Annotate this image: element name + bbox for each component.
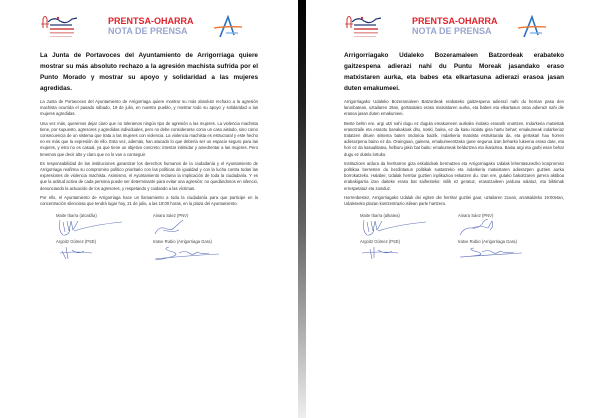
logo-header	[344, 12, 564, 42]
paragraph: Es responsabilidad de las instituciones garantizar los derechos humanos de la ciudadanía y el Ayuntamiento de Arrigorriaga reafirma su compromiso político prioritario con las políticas de igualdad y con la lucha contra todas las expresiones de violencia machista. Asimismo, el Ayuntamiento reclama la implicación de toda la ciudadanía. Y es que la actitud activa de cada persona puede ser determinante para evitar una agresión: no quedándonos en silencio, denunciando la actuación de los agresores, y respetando y cuidando a las víctimas.	[40, 160, 258, 191]
signature	[56, 213, 145, 237]
paragraph: Horrenbestez, Arrigorriagako Udalak dei egiten die herritar guztiei gaur, uztailaren 21ean, arratsaldeko 19:00etan, Udaletxeko plazan kontzentrazio isilean parte hartzera.	[344, 194, 564, 207]
logo-header	[40, 12, 258, 42]
press-label-basque: PRENTSA-OHARRA	[412, 16, 498, 26]
headline: La Junta de Portavoces del Ayuntamiento de Arrigorriaga quiere mostrar su más absoluto rechazo a la agresión machista sufrida por el Punto Morado y mostrar su apoyo y solidaridad a las mujeres agredidas.	[40, 52, 258, 92]
press-label-spanish: NOTA DE PRENSA	[412, 26, 492, 36]
paragraph: Una vez más, queremos dejar claro que no toleramos ningún tipo de agresión a las mujeres. La violencia machista tiene, por supuesto, agresores y agredidas individuales, pero no debe considerarse como un caso aislado, sino como consecuencia de un sistema que trata a las mujeres con violencia. La violencia machista es estructural y este hecho no es más que la expresión de ello. Esta vez, además, han atacado lo que debería ser un espacio seguro para las mujeres, y esto no es casual, ya que tiene un objetivo concreto: intentar intimidar y amedrentar a las mujeres. Pero tenemos que decir alto y claro que no lo van a conseguir.	[40, 120, 258, 157]
signature	[153, 239, 242, 263]
council-logo	[344, 12, 384, 42]
signatory-name: Argoitz Gómez (PSE)	[56, 239, 97, 245]
council-logo	[40, 12, 80, 42]
press-label-spanish: NOTA DE PRENSA	[108, 26, 188, 36]
handwritten-signature	[360, 245, 430, 262]
press-release-logo	[412, 16, 498, 38]
paragraph: Beste behin ere, argi utzi nahi dugu ez dugula emakumeen aurkako inolako erasorik onartzen. Indarkeria matxistak erasotzaile eta erasotu banakakoak ditu, noski, baina, ez da kasu isolatu gisa hartu behar; emakumeak indarkeriaz tratatzen dituen sistema baten ondorioa baizik. Indarkeria matxista estrukturala da, eta gertakari hau horren adierazpena baino ez da. Oraingoan, gainera, emakumeentzako gune segurua izan beharko lukeena eraso dute, eta hori ez da kasualitatea, helburu jakin bat baitu: emakumeak beldurtzea eta ikaraztea. Baina argi eta garbi esan behar dugu ez dutela lortuko.	[344, 120, 564, 157]
body-text	[344, 99, 564, 207]
paragraph: Instituzioen ardura da herritarron giza eskubideak bermatzea eta Arrigorriagako Udalak lehentasunezko konpromiso politikoa berresten du berdintasun politikak sustatzeko eta indarkeria matxistaren adierazpen guztien aurka borrokatzeko. Halaber, Udalak herritar guztien inplikazioa eskatzen du. Izan ere, gutako bakoitzaren jarrera aktiboa erabakigarria izan daiteke eraso bat saihesteko: isilik ez geratuz, erasotzaileen jarduna salatuz, eta biktimak errespetatuz eta zainduz.	[344, 160, 564, 191]
signature	[360, 213, 450, 237]
signatory-name: Iratxe Rubio (Arrigorriaga Gara)	[458, 239, 517, 245]
signature-block	[344, 213, 564, 263]
handwritten-signature	[153, 219, 223, 236]
signatory-name: Maite Ibarra (alcaldía)	[56, 213, 97, 219]
signatory-name: Iratxe Rubio (Arrigorriaga Gara)	[153, 239, 212, 245]
handwritten-signature	[56, 245, 126, 262]
paragraph: La Junta de Portavoces del Ayuntamiento de Arrigorriaga quiere mostrar su más absoluto rechazo a la agresión machista ocurrida el pasado sábado, 19 de julio, en nuestro pueblo, y mostrar todo su apoyo y solidaridad a las mujeres agredidas.	[40, 99, 258, 117]
signature	[458, 239, 548, 263]
signatory-name: Argoitz Gómez (PSE)	[360, 239, 401, 245]
page-divider	[298, 0, 306, 418]
handwritten-signature	[56, 219, 126, 236]
press-release-logo	[108, 16, 194, 38]
paragraph: Por ello, el Ayuntamiento de Arrigorriaga hace un llamamiento a toda la ciudadanía para que participe en la concentración silenciosa que tendrá lugar hoy, 21 de julio, a las 19:00 horas, en la plaza del Ayuntamiento.	[40, 194, 258, 207]
a-logo	[516, 15, 548, 39]
page-content	[40, 12, 258, 263]
paragraph: Arrigorriagako Udaleko Bozeramaleen Batzordeak erabateko gaitzespena adierazi nahi du herrian pasa den larunbatean, uztailaren 19an, gertatutako eraso matxistaren aurka, eta babes eta elkartasun osoa adierazi nahi die erasoa jasan duten emakumeei.	[344, 99, 564, 117]
body-text	[40, 99, 258, 207]
handwritten-signature	[458, 219, 528, 236]
handwritten-signature	[360, 219, 430, 236]
signatory-name: Ainara Sáez (PNV)	[153, 213, 189, 219]
signature	[153, 213, 242, 237]
signature-block	[40, 213, 258, 263]
signature	[56, 239, 145, 263]
press-release-page-spanish	[0, 0, 298, 418]
handwritten-signature	[153, 245, 223, 262]
signatory-name: Ainara Sáez (PNV)	[458, 213, 494, 219]
headline: Arrigorriagako Udaleko Bozeramaleen Batzordeak erabateko gaitzespena adierazi nahi du Puntu Moreak jasandako eraso matxistaren aurka, eta babes eta elkartasuna adierazi erasoa jasan duten emakumeei.	[344, 52, 564, 92]
page-content	[344, 12, 564, 263]
signatory-name: Maite Ibarra (alkatea)	[360, 213, 400, 219]
a-logo	[212, 15, 244, 39]
handwritten-signature	[458, 245, 528, 262]
signature	[458, 213, 548, 237]
signature	[360, 239, 450, 263]
press-release-page-basque	[306, 0, 600, 418]
press-label-basque: PRENTSA-OHARRA	[108, 16, 194, 26]
